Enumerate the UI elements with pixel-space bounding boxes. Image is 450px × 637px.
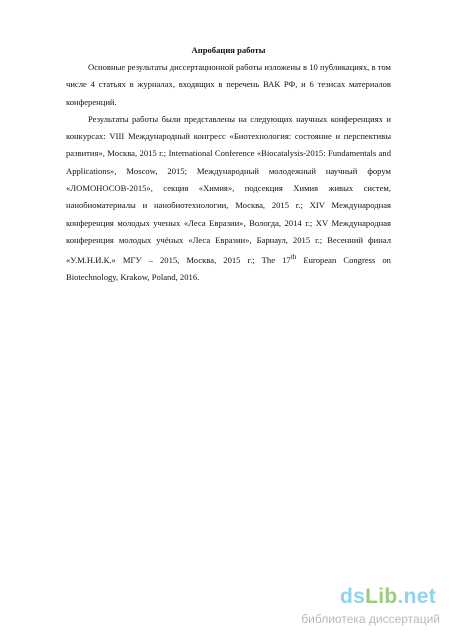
ordinal-suffix: th	[290, 253, 297, 262]
paragraph-conferences-tail: European Congress on Biotechnology, Krakow, Poland, 2016.	[66, 255, 391, 283]
paragraph-conferences	[66, 111, 391, 287]
paragraph-publications: Основные результаты диссертационной работы изложены в 10 публикациях, в том числе 4 статьях в журналах, входящих в перечень ВАК РФ, и 6 тезисах материалов конференций.	[66, 62, 391, 107]
page-content	[66, 42, 391, 287]
watermark	[301, 585, 448, 633]
watermark-caption: библиотека диссертаций	[301, 612, 440, 626]
watermark-logo-net: .net	[397, 585, 436, 608]
watermark-logo	[340, 585, 436, 609]
watermark-logo-ds: ds	[339, 585, 366, 608]
watermark-logo-lib: Lib	[365, 585, 398, 608]
paragraph-conferences-text: Результаты работы были представлены на следующих научных конференциях и конкурсах: VIII Международный конгресс «Биотехнология: состояние и перспективы развития», Москва, 2015 г.; International Conference «Biocatalysis-2015: Fundamentals and Applications», Moscow, 2015; Международный молодежный научный форум «ЛОМОНОСОВ-2015», секция «Химия», подсекция Химия живых систем, нанобиоматериалы и нанобиотехнологии, Москва, 2015 г.; XIV Международная конференция молодых ученых «Леса Евразии», Вологда, 2014 г.; XV Международная конференция молодых учёных «Леса Евразии», Барнаул, 2015 г.; Весенний финал «У.М.Н.И.К.» МГУ – 2015, Москва, 2015 г.; The 17	[66, 113, 391, 266]
section-title: Апробация работы	[191, 45, 266, 55]
